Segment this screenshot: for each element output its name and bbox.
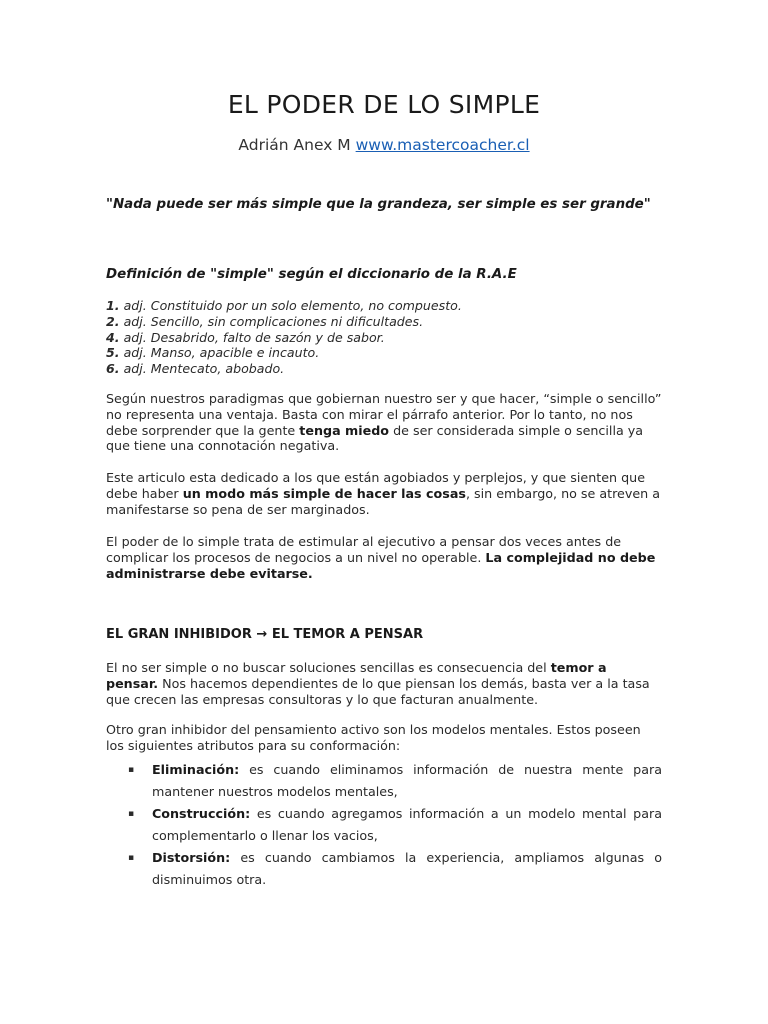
definition-item (106, 314, 666, 330)
list-item-term: Distorsión: (152, 850, 231, 865)
list-item-text: es cuando agregamos información a un modelo mental para complementarlo o llenar los vacios, (152, 806, 662, 843)
paragraph-paradigms (106, 391, 662, 454)
paragraph-mental-models: Otro gran inhibidor del pensamiento activo son los modelos mentales. Estos poseen los siguientes atributos para su conformación: (106, 722, 641, 753)
list-item-term: Eliminación: (152, 762, 240, 777)
paragraph-emphasis: La complejidad no debe administrarse debe evitarse. (106, 549, 656, 581)
definition-number: 6. (106, 361, 120, 377)
author-website-link[interactable]: www.mastercoacher.cl (355, 136, 530, 154)
definition-item (106, 298, 666, 314)
definition-number: 5. (106, 345, 120, 361)
definition-number: 4. (106, 329, 120, 345)
paragraph-text: El poder de lo simple trata de estimular al ejecutivo a pensar dos veces antes de complicar los procesos de negocios a un nivel no operable. (106, 534, 622, 565)
author-line (0, 136, 768, 154)
paragraph-emphasis: un modo más simple de hacer las cosas (182, 485, 466, 501)
list-item-text: es cuando cambiamos la experiencia, ampliamos algunas o disminuimos otra. (152, 850, 662, 887)
definition-text: adj. Constituido por un solo elemento, no compuesto. (119, 298, 462, 313)
author-name: Adrián Anex M (238, 136, 351, 154)
definition-text: adj. Mentecato, abobado. (119, 361, 285, 377)
list-item (106, 847, 662, 891)
paragraph-emphasis: tenga miedo (299, 422, 390, 438)
definition-text: adj. Manso, apacible e incauto. (119, 345, 320, 361)
definition-text: adj. Sencillo, sin complicaciones ni dificultades. (119, 313, 424, 329)
definition-number: 2. (106, 313, 120, 329)
definition-text: adj. Desabrido, falto de sazón y de sabor. (119, 329, 385, 345)
paragraph-power-of-simple (106, 534, 662, 581)
list-item-text: es cuando eliminamos información de nuestra mente para mantener nuestros modelos mentales, (152, 762, 662, 799)
definition-item (106, 330, 666, 346)
section-heading: EL GRAN INHIBIDOR → EL TEMOR A PENSAR (106, 627, 424, 642)
paragraph-text: de ser considerada simple o sencilla ya que tiene una connotación negativa. (106, 422, 644, 454)
paragraph-text: , sin embargo, no se atreven a manifestarse so pena de ser marginados. (106, 485, 661, 517)
paragraph-text: Este articulo esta dedicado a los que están agobiados y perplejos, y que sienten que debe haber (106, 470, 645, 501)
bullet-marker: ▪ (128, 765, 135, 775)
paragraph-text: El no ser simple o no buscar soluciones sencillas es consecuencia del (106, 660, 551, 675)
definition-number: 1. (106, 298, 120, 313)
definition-item (106, 345, 666, 361)
attribute-list (106, 759, 662, 891)
definition-list (106, 298, 666, 377)
paragraph-emphasis: temor a pensar. (106, 660, 607, 691)
paragraph-fear-of-thinking (106, 660, 662, 707)
paragraph-dedication (106, 470, 662, 517)
bullet-marker: ▪ (128, 853, 135, 863)
list-item-term: Construcción: (152, 806, 251, 821)
paragraph-text: Nos hacemos dependientes de lo que piensan los demás, basta ver a la tasa que crecen las empresas consultoras y lo que facturan anualmente. (106, 675, 650, 707)
bullet-marker: ▪ (128, 809, 135, 819)
definition-item (106, 361, 666, 377)
list-item (106, 759, 662, 803)
paragraph-text: Según nuestros paradigmas que gobiernan nuestro ser y que hacer, “simple o sencillo” no representa una ventaja. Basta con mirar el párrafo anterior. Por lo tanto, no nos debe sorprender que la gente (106, 391, 662, 438)
list-item (106, 803, 662, 847)
epigraph-quote: "Nada puede ser más simple que la grandeza, ser simple es ser grande" (106, 197, 651, 212)
document-title: EL PODER DE LO SIMPLE (227, 90, 541, 119)
definition-heading: Definición de "simple" según el diccionario de la R.A.E (106, 267, 517, 282)
